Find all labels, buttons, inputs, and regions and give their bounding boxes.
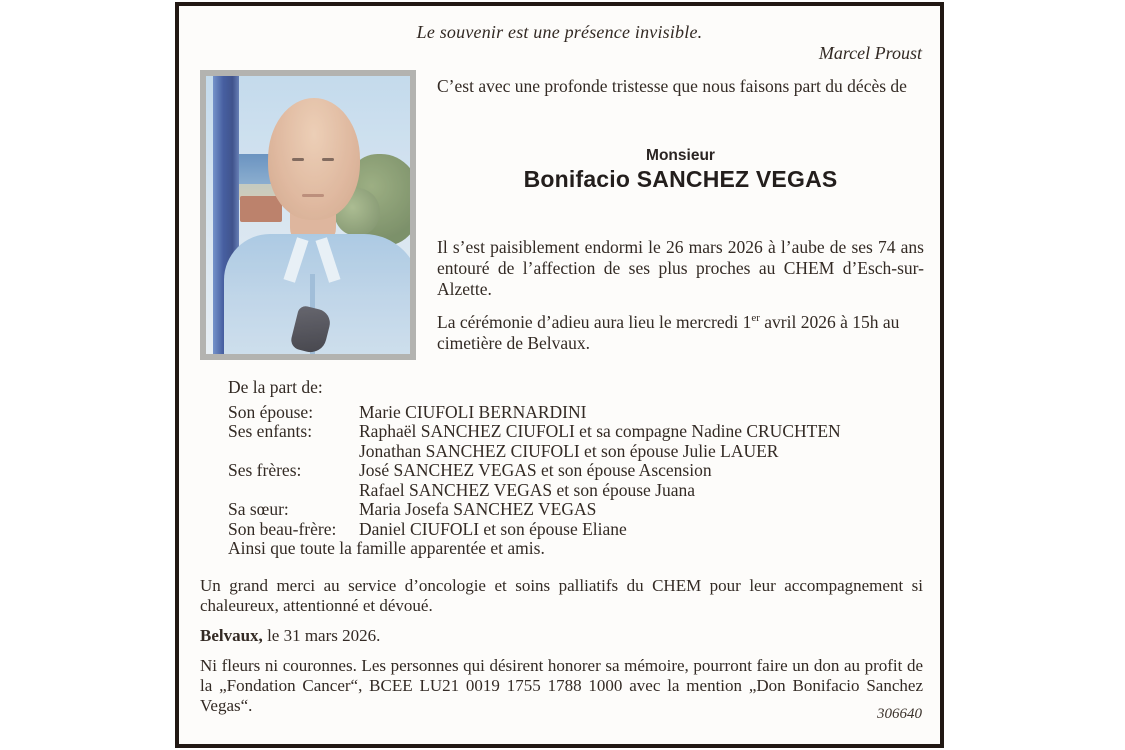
family-names — [359, 403, 586, 423]
family-relation-label: Son beau-frère: — [228, 518, 337, 539]
ceremony-paragraph — [437, 312, 924, 354]
family-row — [228, 500, 928, 520]
dateline-place: Belvaux, — [200, 626, 263, 645]
reference-number: 306640 — [877, 706, 922, 722]
family-relation-label: Ses enfants: — [228, 421, 313, 441]
family-name-line: Daniel CIUFOLI et son épouse Eliane — [359, 518, 627, 539]
donation-paragraph: Ni fleurs ni couronnes. Les personnes qui désirent honorer sa mémoire, pourront faire un don au profit de la „Fondation Cancer“, BCEE LU21 0019 1755 1788 1000 avec la mention „Don Bonifacio Sanchez Vegas“. — [200, 656, 923, 715]
family-name-line: Marie CIUFOLI BERNARDINI — [359, 401, 587, 422]
passing-paragraph: Il s’est paisiblement endormi le 26 mars 2026 à l’aube de ses 74 ans entouré de l’affection de ses plus proches au CHEM d’Esch-sur-Alzette. — [437, 237, 924, 299]
family-section — [228, 378, 928, 559]
family-names — [359, 520, 627, 540]
photo-haze-overlay — [206, 76, 410, 354]
family-name-line: Raphaël SANCHEZ CIUFOLI et sa compagne Nadine CRUCHTEN — [359, 421, 841, 441]
portrait-photo — [200, 70, 416, 360]
ceremony-text-before: La cérémonie d’adieu aura lieu le mercredi 1 — [437, 312, 752, 332]
ordinal-superscript: er — [751, 312, 760, 325]
family-relation-label: Ses frères: — [228, 460, 302, 480]
family-relation-label: Sa sœur: — [228, 499, 289, 519]
family-name-line: Jonathan SANCHEZ CIUFOLI et son épouse Julie LAUER — [359, 440, 779, 461]
family-name-line: Rafael SANCHEZ VEGAS et son épouse Juana — [359, 479, 696, 500]
family-closing: Ainsi que toute la famille apparentée et amis. — [228, 538, 545, 558]
deceased-name: Bonifacio SANCHEZ VEGAS — [523, 166, 838, 192]
salutation: Monsieur — [646, 147, 715, 164]
intro-paragraph: C’est avec une profonde tristesse que nous faisons part du décès de — [437, 76, 907, 96]
quote-text: Le souvenir est une présence invisible. — [416, 22, 703, 42]
family-row — [228, 422, 928, 461]
family-row — [228, 520, 928, 540]
dateline — [200, 626, 380, 646]
family-row — [228, 403, 928, 423]
acknowledgement-paragraph: Un grand merci au service d’oncologie et soins palliatifs du CHEM pour leur accompagnement si chaleureux, attentionné et dévoué. — [200, 576, 923, 615]
obituary-card — [175, 2, 944, 748]
dateline-date: le 31 mars 2026. — [262, 626, 381, 645]
family-row — [228, 461, 928, 500]
family-relation-label: Son épouse: — [228, 401, 314, 422]
family-name-line: Maria Josefa SANCHEZ VEGAS — [359, 499, 597, 519]
family-names — [359, 500, 596, 520]
family-heading: De la part de: — [228, 377, 323, 397]
ceremony-text-after: avril 2026 à 15h au cimetière de Belvaux. — [437, 312, 900, 353]
family-names — [359, 461, 712, 500]
family-name-line: José SANCHEZ VEGAS et son épouse Ascension — [359, 460, 712, 480]
quote-author: Marcel Proust — [818, 43, 922, 63]
family-names — [359, 422, 841, 461]
